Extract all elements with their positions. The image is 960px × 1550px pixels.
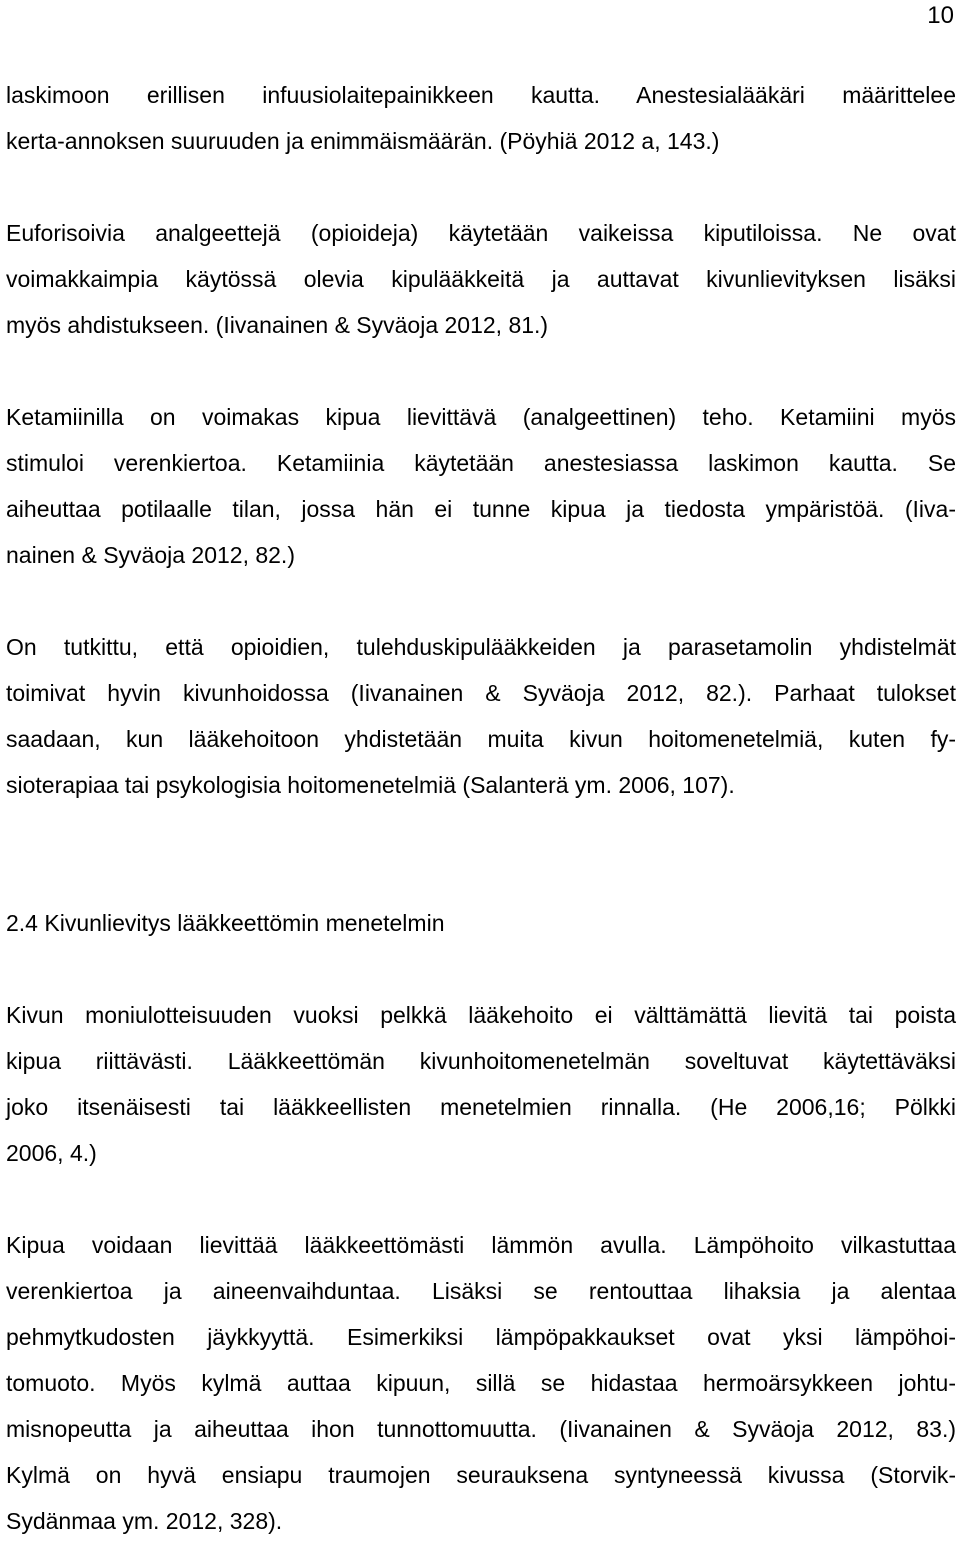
- text-line: saadaan, kun lääkehoitoon yhdistetään muita kivun hoitomenetelmiä, kuten fy-: [6, 726, 956, 752]
- text-line: nainen & Syväoja 2012, 82.): [6, 542, 295, 568]
- text-line: Kylmä on hyvä ensiapu traumojen seurauksena syntyneessä kivussa (Storvik-: [6, 1462, 956, 1488]
- text-line: Kivun moniulotteisuuden vuoksi pelkkä lääkehoito ei välttämättä lievitä tai poista: [6, 1002, 956, 1028]
- text-line: kerta-annoksen suuruuden ja enimmäismäärän. (Pöyhiä 2012 a, 143.): [6, 128, 720, 154]
- text-line: misnopeutta ja aiheuttaa ihon tunnottomuutta. (Iivanainen & Syväoja 2012, 83.): [6, 1416, 956, 1442]
- text-line: verenkiertoa ja aineenvaihduntaa. Lisäksi se rentouttaa lihaksia ja alentaa: [6, 1278, 956, 1304]
- text-line: Ketamiinilla on voimakas kipua lievittävä (analgeettinen) teho. Ketamiini myös: [6, 404, 956, 430]
- page-number: 10: [927, 2, 954, 29]
- paragraph-ketamine: [6, 394, 956, 578]
- text-line: Kipua voidaan lievittää lääkkeettömästi lämmön avulla. Lämpöhoito vilkastuttaa: [6, 1232, 956, 1258]
- text-line: kipua riittävästi. Lääkkeettömän kivunhoitomenetelmän soveltuvat käytettäväksi: [6, 1048, 956, 1074]
- text-line: On tutkittu, että opioidien, tulehduskipulääkkeiden ja parasetamolin yhdistelmät: [6, 634, 956, 660]
- paragraph-opioids: [6, 210, 956, 348]
- text-line: laskimoon erillisen infuusiolaitepainikkeen kautta. Anestesialääkäri määrittelee: [6, 82, 956, 108]
- text-line: Euforisoivia analgeettejä (opioideja) käytetään vaikeissa kiputiloissa. Ne ovat: [6, 220, 956, 246]
- text-line: toimivat hyvin kivunhoidossa (Iivanainen & Syväoja 2012, 82.). Parhaat tulokset: [6, 680, 956, 706]
- paragraph-non-drug-methods: [6, 992, 956, 1176]
- text-line: stimuloi verenkiertoa. Ketamiinia käytetään anestesiassa laskimon kautta. Se: [6, 450, 956, 476]
- text-line: voimakkaimpia käytössä olevia kipulääkkeitä ja auttavat kivunlievityksen lisäksi: [6, 266, 956, 292]
- paragraph-heat-cold-therapy: [6, 1222, 956, 1544]
- text-line: 2006, 4.): [6, 1140, 97, 1166]
- paragraph-combination-therapy: [6, 624, 956, 808]
- text-line: tomuoto. Myös kylmä auttaa kipuun, sillä se hidastaa hermoärsykkeen johtu-: [6, 1370, 956, 1396]
- text-line: myös ahdistukseen. (Iivanainen & Syväoja 2012, 81.): [6, 312, 549, 338]
- section-heading: 2.4 Kivunlievitys lääkkeettömin menetelmin: [6, 910, 445, 936]
- text-line: joko itsenäisesti tai lääkkeellisten menetelmien rinnalla. (He 2006,16; Pölkki: [6, 1094, 956, 1120]
- text-line: sioterapiaa tai psykologisia hoitomenetelmiä (Salanterä ym. 2006, 107).: [6, 772, 735, 798]
- page-content: [6, 72, 956, 1544]
- paragraph-anesthesia-dosing: [6, 72, 956, 164]
- text-line: aiheuttaa potilaalle tilan, jossa hän ei tunne kipua ja tiedosta ympäristöä. (Iiva-: [6, 496, 956, 522]
- text-line: pehmytkudosten jäykkyyttä. Esimerkiksi lämpöpakkaukset ovat yksi lämpöhoi-: [6, 1324, 956, 1350]
- text-line: Sydänmaa ym. 2012, 328).: [6, 1508, 283, 1534]
